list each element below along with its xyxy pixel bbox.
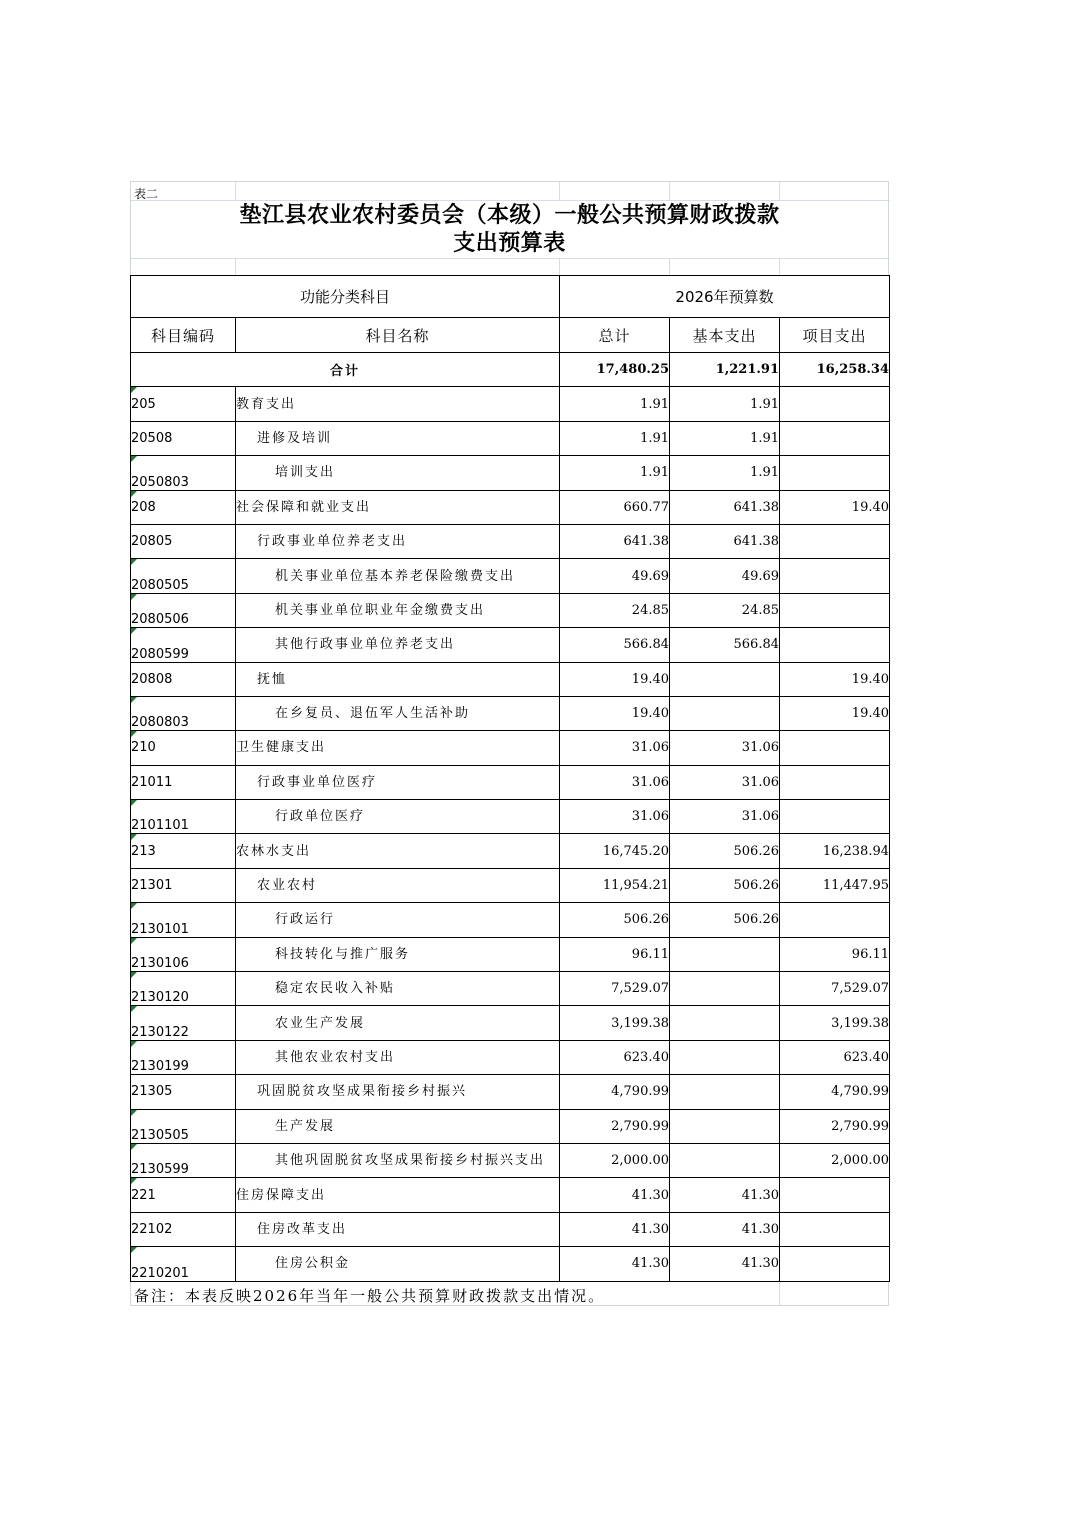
subject-code — [131, 1109, 236, 1143]
amount-basic: 506.26 — [670, 834, 780, 868]
subject-name: 行政事业单位医疗 — [236, 765, 560, 799]
header-total: 总计 — [560, 318, 670, 353]
subject-code-text: 21011 — [131, 774, 173, 790]
amount-basic: 641.38 — [670, 490, 780, 524]
amount-total: 506.26 — [560, 903, 670, 937]
amount-basic — [670, 1075, 780, 1109]
subject-code — [131, 903, 236, 937]
subject-code — [131, 1178, 236, 1212]
amount-total: 2,790.99 — [560, 1109, 670, 1143]
subject-name: 住房公积金 — [236, 1247, 560, 1281]
subject-name: 其他行政事业单位养老支出 — [236, 628, 560, 662]
subject-name: 机关事业单位职业年金缴费支出 — [236, 593, 560, 627]
amount-project — [780, 765, 890, 799]
amount-total: 41.30 — [560, 1178, 670, 1212]
subject-code-text: 20808 — [131, 671, 173, 687]
cell-marker-icon — [131, 731, 137, 737]
subject-code-text: 221 — [131, 1187, 156, 1203]
subject-code — [131, 972, 236, 1006]
total-project: 16,258.34 — [780, 353, 890, 387]
subject-name: 抚恤 — [236, 662, 560, 696]
table-row — [131, 696, 890, 730]
amount-basic: 566.84 — [670, 628, 780, 662]
cell-marker-icon — [131, 834, 137, 840]
amount-project: 11,447.95 — [780, 868, 890, 902]
amount-project — [780, 800, 890, 834]
amount-total: 1.91 — [560, 387, 670, 421]
budget-table — [130, 275, 890, 1282]
subject-name: 进修及培训 — [236, 421, 560, 455]
subject-code-text: 210 — [131, 740, 156, 756]
table-row — [131, 765, 890, 799]
amount-project: 2,000.00 — [780, 1143, 890, 1177]
amount-basic — [670, 662, 780, 696]
total-row — [131, 353, 890, 387]
cell-marker-icon — [131, 559, 137, 565]
subject-code-text: 2050803 — [131, 474, 189, 490]
amount-total: 16,745.20 — [560, 834, 670, 868]
subject-name: 行政单位医疗 — [236, 800, 560, 834]
amount-total: 31.06 — [560, 765, 670, 799]
subject-code — [131, 1075, 236, 1109]
cell-marker-icon — [131, 800, 137, 806]
subject-code-text: 20508 — [131, 430, 173, 446]
cell-marker-icon — [131, 456, 137, 462]
header-basic: 基本支出 — [670, 318, 780, 353]
header-row-2 — [131, 318, 890, 353]
cell-marker-icon — [131, 1178, 137, 1184]
cell-marker-icon — [131, 1144, 137, 1150]
subject-code — [131, 524, 236, 558]
subject-code-text: 208 — [131, 499, 156, 515]
subject-code — [131, 1040, 236, 1074]
subject-code-text: 205 — [131, 396, 156, 412]
amount-basic: 31.06 — [670, 800, 780, 834]
amount-project — [780, 731, 890, 765]
amount-total: 641.38 — [560, 524, 670, 558]
subject-code — [131, 765, 236, 799]
table-row — [131, 1212, 890, 1246]
amount-total: 96.11 — [560, 937, 670, 971]
amount-basic: 24.85 — [670, 593, 780, 627]
cell-marker-icon — [131, 1041, 137, 1047]
amount-basic — [670, 1143, 780, 1177]
amount-total: 2,000.00 — [560, 1143, 670, 1177]
title-line-2: 支出预算表 — [453, 230, 566, 256]
table-row — [131, 1143, 890, 1177]
amount-basic: 41.30 — [670, 1247, 780, 1281]
table-row — [131, 559, 890, 593]
subject-name: 其他巩固脱贫攻坚成果衔接乡村振兴支出 — [236, 1143, 560, 1177]
total-sum: 17,480.25 — [560, 353, 670, 387]
subject-code — [131, 387, 236, 421]
table-row — [131, 1075, 890, 1109]
table-row — [131, 1247, 890, 1281]
amount-total: 623.40 — [560, 1040, 670, 1074]
table-row — [131, 731, 890, 765]
subject-code-text: 2130505 — [131, 1127, 189, 1143]
amount-total: 11,954.21 — [560, 868, 670, 902]
amount-project: 4,790.99 — [780, 1075, 890, 1109]
cell-marker-icon — [131, 972, 137, 978]
amount-basic: 506.26 — [670, 868, 780, 902]
subject-name: 培训支出 — [236, 456, 560, 490]
subject-name: 农业生产发展 — [236, 1006, 560, 1040]
table-row — [131, 524, 890, 558]
amount-basic — [670, 1006, 780, 1040]
table-row — [131, 387, 890, 421]
amount-basic: 1.91 — [670, 387, 780, 421]
amount-total: 4,790.99 — [560, 1075, 670, 1109]
subject-code-text: 22102 — [131, 1221, 173, 1237]
subject-code-text: 2080599 — [131, 646, 189, 662]
amount-total: 19.40 — [560, 696, 670, 730]
total-basic: 1,221.91 — [670, 353, 780, 387]
amount-basic: 49.69 — [670, 559, 780, 593]
amount-basic: 41.30 — [670, 1212, 780, 1246]
cell-marker-icon — [131, 697, 137, 703]
subject-name: 农业农村 — [236, 868, 560, 902]
amount-project — [780, 903, 890, 937]
amount-basic — [670, 937, 780, 971]
footer-note: 备注：本表反映2026年当年一般公共预算财政拨款支出情况。 — [134, 1287, 606, 1305]
subject-name: 其他农业农村支出 — [236, 1040, 560, 1074]
amount-basic: 1.91 — [670, 456, 780, 490]
amount-project: 19.40 — [780, 662, 890, 696]
subject-code-text: 20805 — [131, 534, 173, 550]
subject-code-text: 2130599 — [131, 1162, 189, 1178]
subject-code — [131, 868, 236, 902]
amount-project: 96.11 — [780, 937, 890, 971]
subject-code-text: 2130120 — [131, 990, 189, 1006]
amount-project: 19.40 — [780, 490, 890, 524]
amount-total: 660.77 — [560, 490, 670, 524]
table-row — [131, 456, 890, 490]
cell-marker-icon — [131, 903, 137, 909]
subject-code — [131, 662, 236, 696]
amount-project: 3,199.38 — [780, 1006, 890, 1040]
subject-code — [131, 731, 236, 765]
amount-project — [780, 421, 890, 455]
amount-basic — [670, 1040, 780, 1074]
subject-code — [131, 937, 236, 971]
subject-code-text: 2130106 — [131, 956, 189, 972]
subject-name: 行政运行 — [236, 903, 560, 937]
table-row — [131, 1178, 890, 1212]
amount-project — [780, 593, 890, 627]
subject-code — [131, 834, 236, 868]
subject-code — [131, 421, 236, 455]
subject-name: 社会保障和就业支出 — [236, 490, 560, 524]
subject-code-text: 2130101 — [131, 921, 189, 937]
header-budget-year: 2026年预算数 — [560, 276, 890, 318]
table-row — [131, 834, 890, 868]
cell-marker-icon — [131, 1110, 137, 1116]
table-label: 表二 — [134, 187, 159, 201]
subject-name: 巩固脱贫攻坚成果衔接乡村振兴 — [236, 1075, 560, 1109]
amount-basic — [670, 696, 780, 730]
amount-basic: 1.91 — [670, 421, 780, 455]
subject-code — [131, 800, 236, 834]
header-functional-category: 功能分类科目 — [131, 276, 560, 318]
subject-code-text: 2080803 — [131, 715, 189, 731]
amount-project — [780, 559, 890, 593]
amount-project: 16,238.94 — [780, 834, 890, 868]
subject-code-text: 2080505 — [131, 577, 189, 593]
cell-marker-icon — [131, 938, 137, 944]
table-row — [131, 628, 890, 662]
subject-name: 稳定农民收入补贴 — [236, 972, 560, 1006]
amount-total: 1.91 — [560, 456, 670, 490]
subject-code — [131, 1143, 236, 1177]
cell-marker-icon — [131, 387, 137, 393]
subject-name: 卫生健康支出 — [236, 731, 560, 765]
title-line-1: 垫江县农业农村委员会（本级）一般公共预算财政拨款 — [239, 202, 780, 228]
table-row — [131, 1040, 890, 1074]
subject-code — [131, 593, 236, 627]
table-row — [131, 662, 890, 696]
subject-name: 住房改革支出 — [236, 1212, 560, 1246]
amount-project — [780, 456, 890, 490]
amount-project — [780, 1247, 890, 1281]
amount-total: 1.91 — [560, 421, 670, 455]
amount-project: 2,790.99 — [780, 1109, 890, 1143]
subject-code — [131, 1212, 236, 1246]
footer-note-row — [130, 1282, 889, 1306]
subject-code-text: 21301 — [131, 878, 173, 894]
subject-name: 行政事业单位养老支出 — [236, 524, 560, 558]
table-row — [131, 1006, 890, 1040]
table-row — [131, 937, 890, 971]
subject-name: 住房保障支出 — [236, 1178, 560, 1212]
subject-name: 教育支出 — [236, 387, 560, 421]
cell-marker-icon — [131, 491, 137, 497]
amount-basic: 506.26 — [670, 903, 780, 937]
table-row — [131, 972, 890, 1006]
amount-total: 41.30 — [560, 1247, 670, 1281]
header-project: 项目支出 — [780, 318, 890, 353]
amount-basic: 31.06 — [670, 765, 780, 799]
subject-name: 在乡复员、退伍军人生活补助 — [236, 696, 560, 730]
amount-project — [780, 1212, 890, 1246]
cell-marker-icon — [131, 1006, 137, 1012]
table-row — [131, 593, 890, 627]
amount-total: 566.84 — [560, 628, 670, 662]
cell-marker-icon — [131, 594, 137, 600]
cell-marker-icon — [131, 1247, 137, 1253]
amount-project: 7,529.07 — [780, 972, 890, 1006]
amount-project: 19.40 — [780, 696, 890, 730]
amount-total: 31.06 — [560, 800, 670, 834]
amount-total: 3,199.38 — [560, 1006, 670, 1040]
amount-total: 24.85 — [560, 593, 670, 627]
header-name: 科目名称 — [236, 318, 560, 353]
subject-name: 生产发展 — [236, 1109, 560, 1143]
subject-code — [131, 1006, 236, 1040]
table-row — [131, 800, 890, 834]
total-label: 合计 — [131, 353, 560, 387]
amount-total: 7,529.07 — [560, 972, 670, 1006]
amount-basic — [670, 1109, 780, 1143]
header-code: 科目编码 — [131, 318, 236, 353]
subject-code-text: 21305 — [131, 1084, 173, 1100]
subject-code-text: 2101101 — [131, 818, 189, 834]
amount-total: 41.30 — [560, 1212, 670, 1246]
subject-name: 科技转化与推广服务 — [236, 937, 560, 971]
subject-code — [131, 456, 236, 490]
subject-code — [131, 1247, 236, 1281]
subject-code-text: 213 — [131, 843, 156, 859]
amount-project — [780, 628, 890, 662]
amount-basic: 641.38 — [670, 524, 780, 558]
table-row — [131, 903, 890, 937]
subject-code — [131, 696, 236, 730]
amount-total: 19.40 — [560, 662, 670, 696]
subject-code — [131, 559, 236, 593]
subject-code-text: 2080506 — [131, 612, 189, 628]
page-title — [130, 201, 889, 257]
subject-code — [131, 490, 236, 524]
amount-project: 623.40 — [780, 1040, 890, 1074]
amount-total: 31.06 — [560, 731, 670, 765]
subject-name: 农林水支出 — [236, 834, 560, 868]
amount-basic: 41.30 — [670, 1178, 780, 1212]
amount-project — [780, 524, 890, 558]
table-row — [131, 1109, 890, 1143]
subject-code — [131, 628, 236, 662]
subject-code-text: 2210201 — [131, 1265, 189, 1281]
table-row — [131, 490, 890, 524]
amount-project — [780, 1178, 890, 1212]
amount-basic: 31.06 — [670, 731, 780, 765]
amount-project — [780, 387, 890, 421]
subject-code-text: 2130199 — [131, 1059, 189, 1075]
table-row — [131, 421, 890, 455]
header-row-1 — [131, 276, 890, 318]
cell-marker-icon — [131, 628, 137, 634]
table-row — [131, 868, 890, 902]
subject-name: 机关事业单位基本养老保险缴费支出 — [236, 559, 560, 593]
subject-code-text: 2130122 — [131, 1024, 189, 1040]
amount-basic — [670, 972, 780, 1006]
amount-total: 49.69 — [560, 559, 670, 593]
